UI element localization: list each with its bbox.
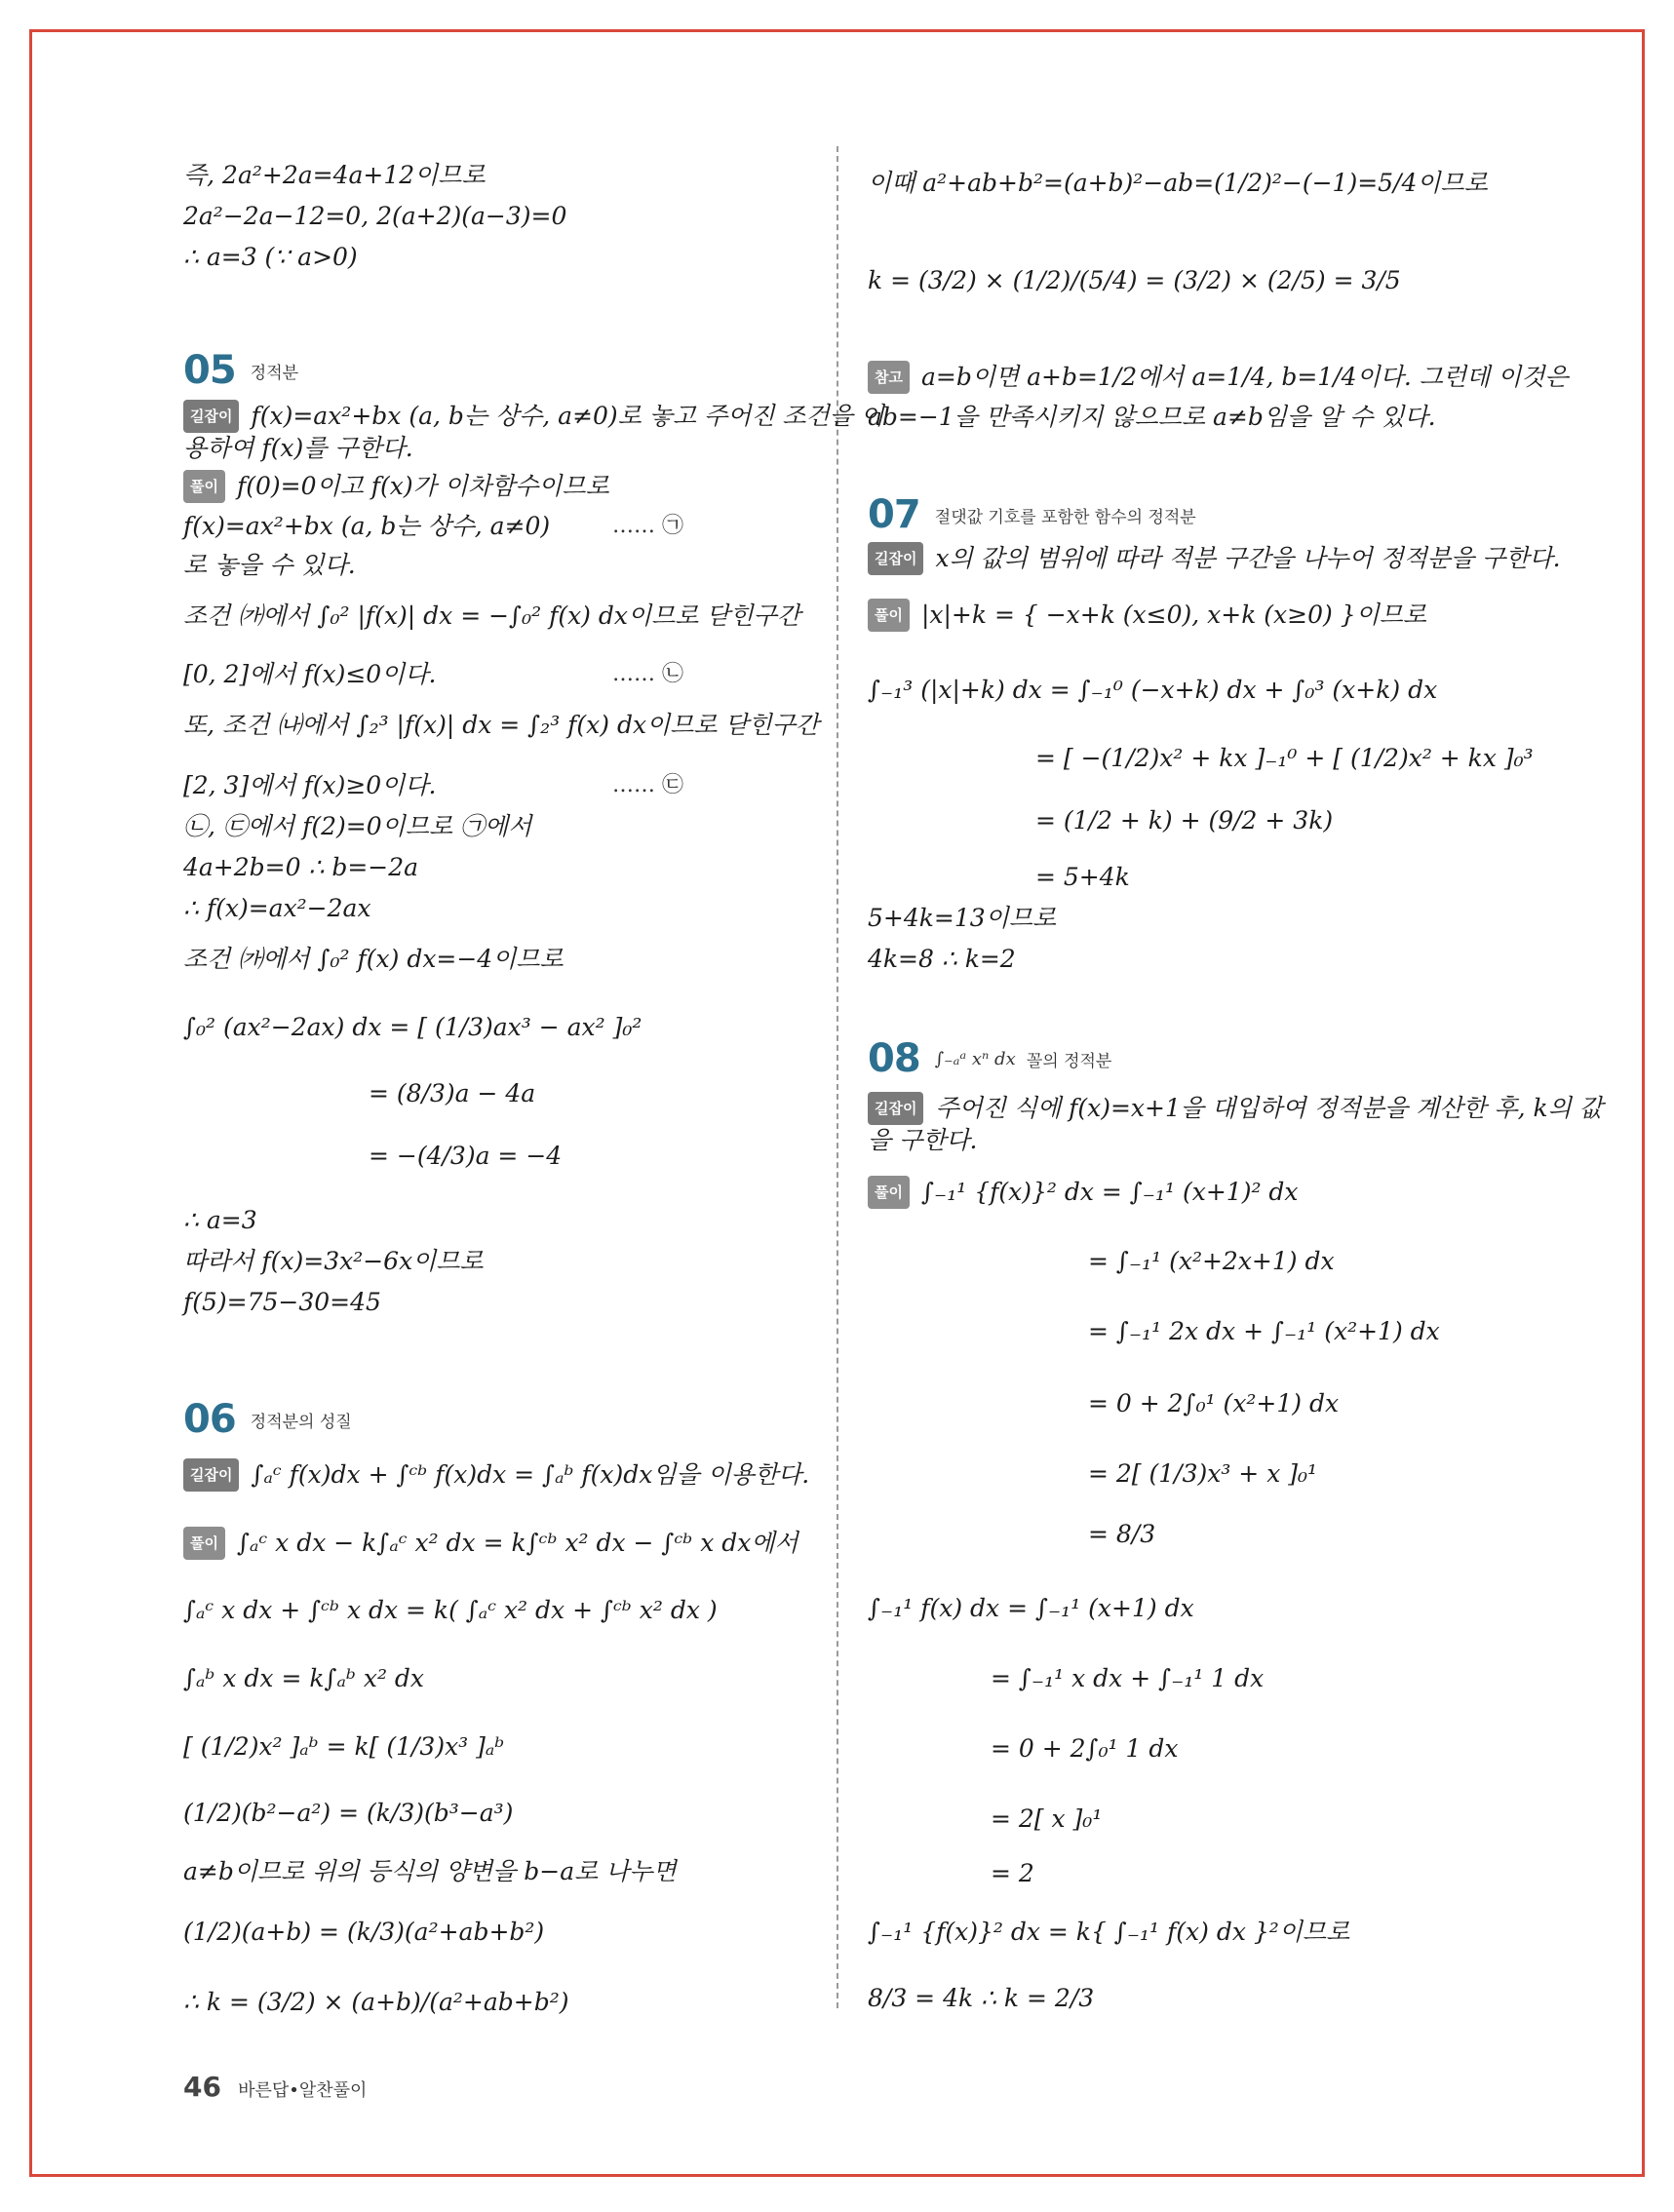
text-line: f(x)=ax²+bx (a, b는 상수, a≠0) <box>183 512 551 540</box>
text-line: 조건 ㈎에서 ∫₀² f(x) dx=−4이므로 <box>183 945 564 973</box>
text-line: = [ −(1/2)x² + kx ]₋₁⁰ + [ (1/2)x² + kx ]₀³ <box>1035 744 1534 772</box>
text-line: 이때 a²+ab+b²=(a+b)²−ab=(1/2)²−(−1)=5/4이므로 <box>868 169 1488 197</box>
hint-line <box>868 542 1561 575</box>
solution-line <box>868 599 1426 632</box>
section-title: 정적분의 성질 <box>250 1412 352 1432</box>
text-line: = ∫₋₁¹ (x²+2x+1) dx <box>1088 1247 1335 1275</box>
solution-line <box>868 1176 1299 1209</box>
section-number: 07 <box>868 492 920 537</box>
text-line: 또, 조건 ㈏에서 ∫₂³ |f(x)| dx = ∫₂³ f(x) dx이므로 닫힌구간 <box>183 711 820 739</box>
text-line: ∴ a=3 <box>183 1206 257 1234</box>
hint-line <box>183 1458 809 1492</box>
text-line: = −(4/3)a = −4 <box>369 1142 563 1170</box>
text-line: a≠b이므로 위의 등식의 양변을 b−a로 나누면 <box>183 1857 677 1885</box>
text-line: ∫ₐᵇ x dx = k∫ₐᵇ x² dx <box>183 1664 425 1692</box>
hint-line <box>868 1092 1603 1125</box>
note-line <box>868 361 1569 394</box>
section-number: 05 <box>183 348 236 393</box>
hint-tag: 길잡이 <box>868 1092 923 1125</box>
note-text: a=b이면 a+b=1/2에서 a=1/4, b=1/4이다. 그런데 이것은 <box>920 363 1569 391</box>
text-line: ∫₀² (ax²−2ax) dx = [ (1/3)ax³ − ax² ]₀² <box>183 1013 642 1041</box>
book-title: 바른답•알찬풀이 <box>238 2080 368 2101</box>
text-line: = (1/2 + k) + (9/2 + 3k) <box>1035 806 1334 834</box>
text-line: = 0 + 2∫₀¹ 1 dx <box>991 1734 1179 1763</box>
text-line: ∴ k = (3/2) × (a+b)/(a²+ab+b²) <box>183 1988 569 2016</box>
section-06-header <box>183 1398 352 1441</box>
equation-mark: …… ㉠ <box>612 514 683 538</box>
text-line: ∫₋₁¹ {f(x)}² dx = k{ ∫₋₁¹ f(x) dx }²이므로 <box>868 1918 1350 1946</box>
hint-text: 주어진 식에 f(x)=x+1을 대입하여 정적분을 계산한 후, k의 값 <box>935 1094 1603 1122</box>
solution-text: ∫ₐᶜ x dx − k∫ₐᶜ x² dx = k∫ᶜᵇ x² dx − ∫ᶜᵇ x dx에서 <box>236 1529 798 1557</box>
text-line: = 5+4k <box>1035 863 1130 891</box>
text-line: = (8/3)a − 4a <box>369 1079 536 1107</box>
section-title: 절댓값 기호를 포함한 함수의 정적분 <box>934 507 1196 527</box>
solution-tag: 풀이 <box>183 1527 225 1560</box>
page-number: 46 <box>183 2071 221 2103</box>
text-line: (1/2)(b²−a²) = (k/3)(b³−a³) <box>183 1799 514 1827</box>
text-line: ∴ f(x)=ax²−2ax <box>183 894 371 922</box>
equation-mark: …… ㉡ <box>612 662 683 686</box>
text-line: ∴ a=3 (∵ a>0) <box>183 243 358 271</box>
text-line: 즉, 2a²+2a=4a+12이므로 <box>183 161 486 189</box>
solution-text: |x|+k = { −x+k (x≤0), x+k (x≥0) }이므로 <box>920 601 1427 629</box>
section-07-header <box>868 493 1196 536</box>
text-line: = 2[ x ]₀¹ <box>991 1805 1103 1833</box>
solution-tag: 풀이 <box>868 1176 910 1209</box>
hint-line <box>183 400 884 433</box>
note-tag: 참고 <box>868 361 910 394</box>
text-line: 따라서 f(x)=3x²−6x이므로 <box>183 1247 484 1275</box>
text-line: 8/3 = 4k ∴ k = 2/3 <box>868 1984 1095 2012</box>
solution-text: ∫₋₁¹ {f(x)}² dx = ∫₋₁¹ (x+1)² dx <box>920 1178 1299 1206</box>
text-line: = ∫₋₁¹ x dx + ∫₋₁¹ 1 dx <box>991 1664 1265 1692</box>
text-line: 2a²−2a−12=0, 2(a+2)(a−3)=0 <box>183 202 567 230</box>
text-line: 5+4k=13이므로 <box>868 904 1057 932</box>
text-line: 4a+2b=0 ∴ b=−2a <box>183 853 419 881</box>
hint-text: ∫ₐᶜ f(x)dx + ∫ᶜᵇ f(x)dx = ∫ₐᵇ f(x)dx임을 이용한다. <box>251 1460 810 1489</box>
equation-mark: …… ㉢ <box>612 773 683 797</box>
text-line: ∫ₐᶜ x dx + ∫ᶜᵇ x dx = k( ∫ₐᶜ x² dx + ∫ᶜᵇ x² dx ) <box>183 1596 718 1624</box>
hint-tag: 길잡이 <box>868 542 923 575</box>
text-line: f(5)=75−30=45 <box>183 1288 381 1316</box>
text-line: [0, 2]에서 f(x)≤0이다. <box>183 660 437 688</box>
hint-text: f(x)=ax²+bx (a, b는 상수, a≠0)로 놓고 주어진 조건을 이 <box>251 402 884 430</box>
text-line: 조건 ㈎에서 ∫₀² |f(x)| dx = −∫₀² f(x) dx이므로 닫힌구간 <box>183 602 800 630</box>
note-line: ab=−1을 만족시키지 않으므로 a≠b임을 알 수 있다. <box>868 403 1436 431</box>
text-line: 로 놓을 수 있다. <box>183 551 356 579</box>
text-line: [ (1/2)x² ]ₐᵇ = k[ (1/3)x³ ]ₐᵇ <box>183 1732 505 1761</box>
text-line: [2, 3]에서 f(x)≥0이다. <box>183 771 437 799</box>
page-footer <box>183 2071 367 2103</box>
text-line: = 0 + 2∫₀¹ (x²+1) dx <box>1088 1389 1340 1417</box>
section-number: 06 <box>183 1397 236 1442</box>
hint-line: 을 구한다. <box>868 1126 978 1154</box>
text-line: k = (3/2) × (1/2)/(5/4) = (3/2) × (2/5) = 3/5 <box>868 266 1401 294</box>
hint-tag: 길잡이 <box>183 400 239 433</box>
hint-line: 용하여 f(x)를 구한다. <box>183 434 413 462</box>
text-line: 4k=8 ∴ k=2 <box>868 945 1016 973</box>
hint-text: x의 값의 범위에 따라 적분 구간을 나누어 정적분을 구한다. <box>935 544 1561 572</box>
section-08-header <box>868 1037 1111 1080</box>
solution-tag: 풀이 <box>183 470 225 503</box>
text-line: (1/2)(a+b) = (k/3)(a²+ab+b²) <box>183 1918 545 1946</box>
text-line: = 8/3 <box>1088 1520 1156 1548</box>
solution-line <box>183 470 609 503</box>
text-line: ㉡, ㉢에서 f(2)=0이므로 ㉠에서 <box>183 812 532 840</box>
text-line: ∫₋₁³ (|x|+k) dx = ∫₋₁⁰ (−x+k) dx + ∫₀³ (x+k) dx <box>868 676 1438 704</box>
solution-line <box>183 1527 798 1560</box>
text-line: = 2 <box>991 1859 1034 1887</box>
solution-tag: 풀이 <box>868 599 910 632</box>
section-number: 08 <box>868 1036 920 1081</box>
hint-tag: 길잡이 <box>183 1458 239 1492</box>
section-05-header <box>183 349 298 392</box>
text-line: ∫₋₁¹ f(x) dx = ∫₋₁¹ (x+1) dx <box>868 1594 1194 1622</box>
section-title-formula: ∫₋ₐᵃ xⁿ dx <box>934 1048 1016 1069</box>
solution-text: f(0)=0이고 f(x)가 이차함수이므로 <box>236 472 609 500</box>
text-line: = ∫₋₁¹ 2x dx + ∫₋₁¹ (x²+1) dx <box>1088 1317 1440 1345</box>
section-title: 꼴의 정적분 <box>1026 1051 1112 1071</box>
section-title: 정적분 <box>250 363 299 383</box>
text-line: = 2[ (1/3)x³ + x ]₀¹ <box>1088 1459 1318 1488</box>
